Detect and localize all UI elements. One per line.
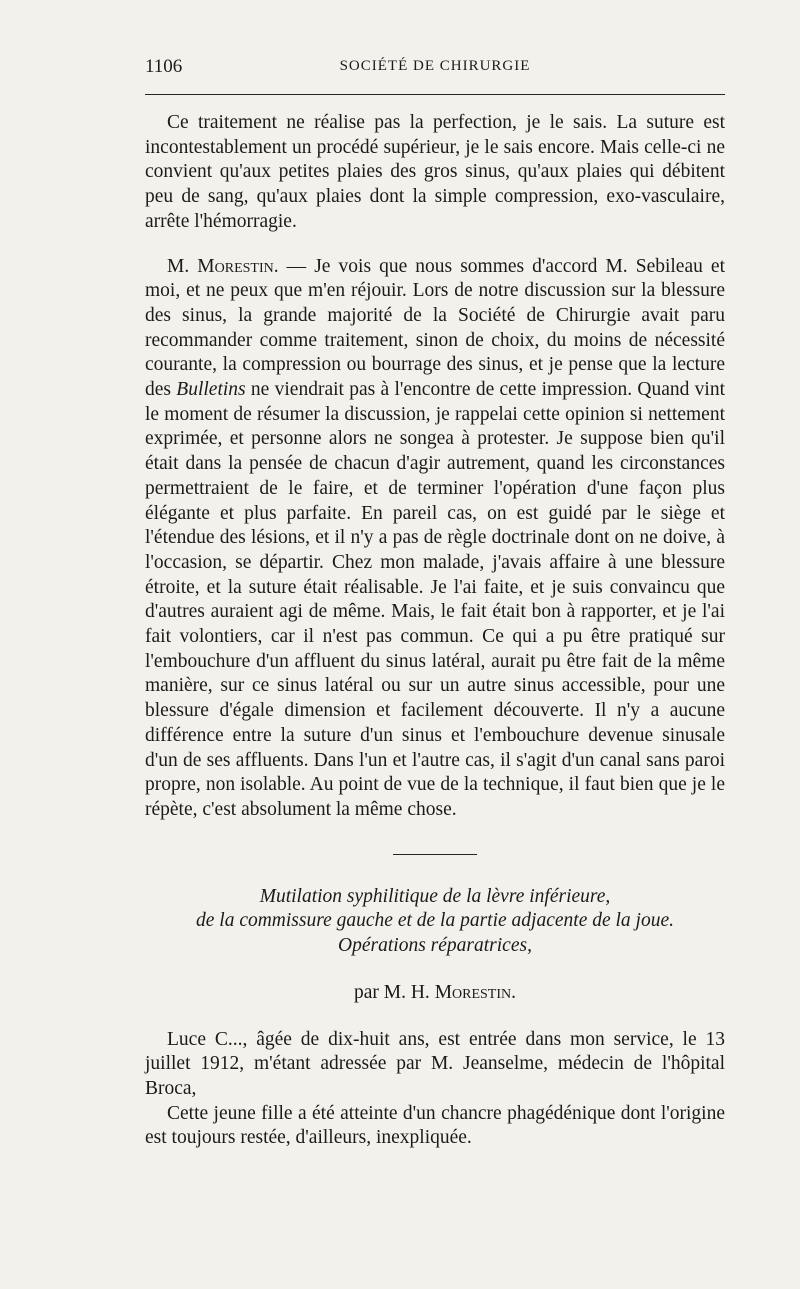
bulletins-reference: Bulletins (176, 379, 246, 401)
article-title (145, 885, 725, 959)
paragraph-treatment: Ce traitement ne réalise pas la perfection, je le sais. La suture est incontestablement un procédé supérieur, je le sais encore. Mais celle-ci ne convient qu'aux petites plaies des gros sinus, qu'aux plaies qui débitent peu de sang, qu'aux plaies dont la simple compression, exo-vasculaire, arrête l'hémorragie. (145, 112, 725, 232)
paragraph-patient-admission: Luce C..., âgée de dix-huit ans, est entrée dans mon service, le 13 juillet 1912, m'étant adressée par M. Jeanselme, médecin de l'hôpital Broca, (145, 1028, 725, 1099)
section-separator (393, 854, 477, 855)
speaker-prefix: M. (167, 255, 198, 277)
header-rule (145, 94, 725, 95)
running-head: SOCIÉTÉ DE CHIRURGIE (339, 58, 531, 74)
article-body (145, 1028, 725, 1152)
page-header (145, 56, 725, 82)
byline-prefix: par M. H. (353, 981, 435, 1003)
article-title-line-3: Opérations réparatrices, (338, 935, 532, 957)
article-byline (145, 981, 725, 1006)
paragraph-morestin-reply (145, 255, 725, 823)
byline-suffix: . (511, 981, 517, 1003)
article-title-line-1: Mutilation syphilitique de la lèvre inférieure, (259, 885, 611, 907)
body-text (145, 111, 725, 1151)
reply-text-part-1: . — Je vois que nous sommes d'accord M. Sebileau et moi, et ne peux que m'en réjouir. Lors de notre discussion sur la blessure des sinus, la grande majorité de la Société de Chirurgie avait paru recommander comme traitement, sinon de choix, du moins de nécessité courante, la compression ou bourrage des sinus, et je pense que la lecture des (145, 255, 725, 401)
paragraph-patient-history: Cette jeune fille a été atteinte d'un chancre phagédénique dont l'origine est toujours restée, d'ailleurs, inexpliquée. (145, 1102, 725, 1149)
speaker-name: Morestin (197, 255, 274, 277)
reply-text-part-2: ne viendrait pas à l'encontre de cette impression. Quand vint le moment de résumer la discussion, je rappelai cette opinion si nettement exprimée, et personne alors ne songea à protester. Je suppose bien qu'il était dans la pensée de chacun d'agir autrement, quand les circonstances permettraient de le faire, et de terminer l'opération d'une façon plus élégante et plus parfaite. En pareil cas, on est guidé par le siège et l'étendue des lésions, et il n'y a pas de règle doctrinale dont on ne doive, à l'occasion, se départir. Chez mon malade, j'avais affaire à une blessure étroite, et la suture était réalisable. Je l'ai faite, et je suis convaincu que d'autres auraient agi de même. Mais, le fait était bon à rapporter, et je l'ai fait volontiers, car il n'est pas commun. Ce qui a pu être pratiqué sur l'embouchure d'un affluent du sinus latéral, aurait pu être fait de la même manière, sur ce sinus latéral ou sur un autre sinus accessible, pour une blessure d'égale dimension et facilement découverte. Il n'y a aucune différence entre la suture d'un sinus et l'embouchure devenue sinusale d'un de ses affluents. Dans l'un et l'autre cas, il s'agit d'un canal sans paroi propre, non isolable. Au point de vue de la technique, il faut bien que je le répète, c'est absolument la même chose. (145, 379, 725, 820)
page-number: 1106 (145, 56, 183, 77)
article-title-line-2: de la commissure gauche et de la partie adjacente de la joue. (196, 910, 674, 932)
byline-author: Morestin (434, 981, 512, 1003)
